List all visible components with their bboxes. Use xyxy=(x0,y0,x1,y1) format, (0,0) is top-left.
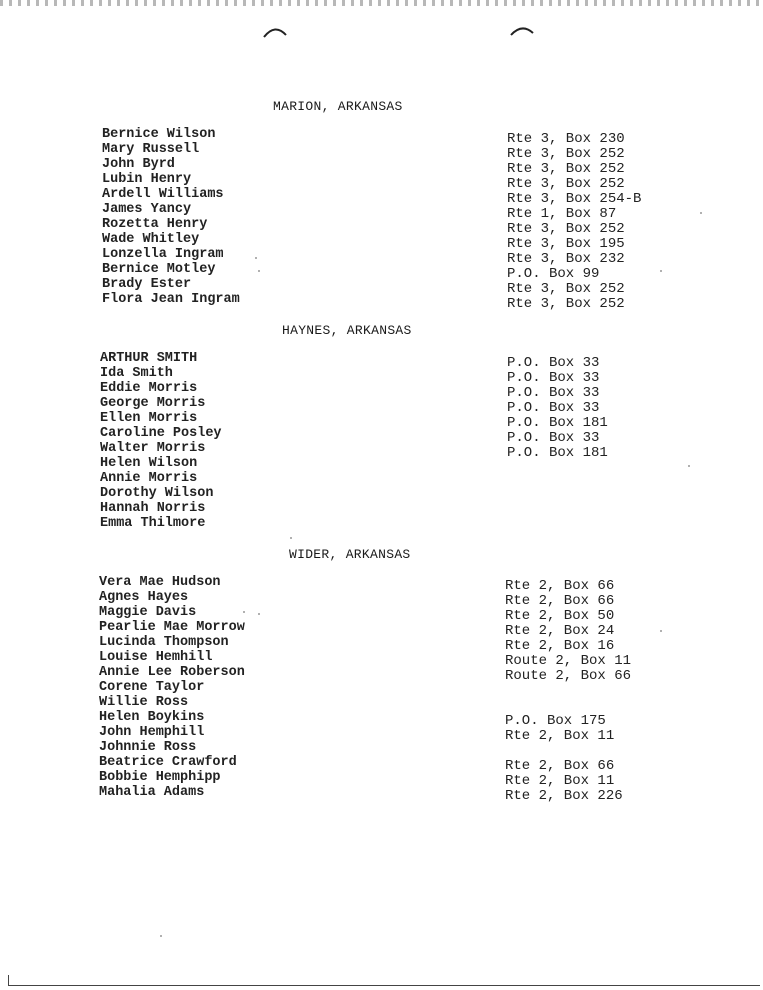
resident-name: Agnes Hayes xyxy=(99,590,189,605)
page-edge-tick xyxy=(8,975,9,985)
resident-address: Rte 3, Box 252 xyxy=(507,176,625,192)
resident-address: Rte 2, Box 66 xyxy=(505,593,615,609)
resident-name: Annie Lee Roberson xyxy=(99,665,245,680)
resident-name: James Yancy xyxy=(102,202,192,217)
resident-name: ARTHUR SMITH xyxy=(100,351,198,366)
staple-mark-right xyxy=(509,25,535,39)
resident-name: Corene Taylor xyxy=(99,680,205,695)
resident-address: Rte 3, Box 252 xyxy=(507,161,625,177)
scan-speck xyxy=(258,613,260,615)
resident-name: Willie Ross xyxy=(99,695,189,710)
name-list-wider xyxy=(99,575,245,800)
resident-name: Flora Jean Ingram xyxy=(102,292,240,307)
resident-address: Rte 3, Box 230 xyxy=(507,131,625,147)
resident-address xyxy=(505,699,631,714)
resident-name: Bernice Wilson xyxy=(102,127,216,142)
resident-address: P.O. Box 33 xyxy=(507,430,600,446)
scan-speck xyxy=(255,257,257,259)
resident-address: Rte 2, Box 66 xyxy=(505,578,615,594)
resident-name: Helen Boykins xyxy=(99,710,205,725)
resident-address: Rte 2, Box 24 xyxy=(505,623,615,639)
scan-speck xyxy=(160,935,162,937)
resident-name: Johnnie Ross xyxy=(99,740,197,755)
scan-speck xyxy=(258,270,260,272)
resident-address xyxy=(505,744,631,759)
resident-name: George Morris xyxy=(100,396,206,411)
resident-name: Lubin Henry xyxy=(102,172,192,187)
resident-name: Helen Wilson xyxy=(100,456,198,471)
resident-address: P.O. Box 99 xyxy=(507,266,600,282)
scan-speck xyxy=(290,537,292,539)
resident-address: Rte 3, Box 252 xyxy=(507,221,625,237)
resident-name: Ida Smith xyxy=(100,366,173,381)
name-list-haynes xyxy=(100,351,222,531)
resident-name: Brady Ester xyxy=(102,277,192,292)
resident-name: Ellen Morris xyxy=(100,411,198,426)
name-list-marion xyxy=(102,127,240,307)
section-heading-haynes: HAYNES, ARKANSAS xyxy=(282,323,412,338)
resident-name: John Hemphill xyxy=(99,725,205,740)
resident-name: Pearlie Mae Morrow xyxy=(99,620,245,635)
scan-speck xyxy=(243,611,245,613)
resident-name: Dorothy Wilson xyxy=(100,486,214,501)
resident-address: Rte 3, Box 252 xyxy=(507,146,625,162)
section-heading-wider: WIDER, ARKANSAS xyxy=(289,547,411,562)
resident-name: Beatrice Crawford xyxy=(99,755,237,770)
resident-address: Rte 2, Box 226 xyxy=(505,788,623,804)
section-heading-marion: MARION, ARKANSAS xyxy=(273,99,403,114)
resident-address: Rte 3, Box 195 xyxy=(507,236,625,252)
scan-speck xyxy=(660,630,662,632)
resident-name: Louise Hemhill xyxy=(99,650,213,665)
resident-name: Caroline Posley xyxy=(100,426,222,441)
address-list-marion xyxy=(507,132,641,312)
resident-name: Lucinda Thompson xyxy=(99,635,229,650)
resident-name: Bernice Motley xyxy=(102,262,216,277)
resident-name: Ardell Williams xyxy=(102,187,224,202)
resident-name: Maggie Davis xyxy=(99,605,197,620)
resident-address: Rte 2, Box 50 xyxy=(505,608,615,624)
resident-name: Vera Mae Hudson xyxy=(99,575,221,590)
resident-address: P.O. Box 33 xyxy=(507,355,600,371)
resident-name: Hannah Norris xyxy=(100,501,206,516)
resident-name: Rozetta Henry xyxy=(102,217,208,232)
resident-name: Wade Whitley xyxy=(102,232,200,247)
resident-address: Rte 3, Box 252 xyxy=(507,296,625,312)
page-bottom-edge xyxy=(8,985,760,986)
staple-mark-left xyxy=(262,25,288,39)
resident-name: Emma Thilmore xyxy=(100,516,206,531)
resident-address: Route 2, Box 11 xyxy=(505,653,632,669)
resident-address: P.O. Box 33 xyxy=(507,370,600,386)
resident-address: Rte 3, Box 254-B xyxy=(507,191,642,207)
scan-speck xyxy=(700,212,702,214)
resident-address: Route 2, Box 66 xyxy=(505,668,632,684)
resident-name: Mary Russell xyxy=(102,142,200,157)
scan-speck xyxy=(688,465,690,467)
scan-speck xyxy=(660,270,662,272)
address-list-wider xyxy=(505,579,631,804)
resident-address: Rte 2, Box 11 xyxy=(505,773,615,789)
resident-address: P.O. Box 181 xyxy=(507,415,608,431)
address-list-haynes xyxy=(507,356,608,461)
resident-address: Rte 3, Box 232 xyxy=(507,251,625,267)
resident-address: P.O. Box 33 xyxy=(507,385,600,401)
perforated-edge xyxy=(0,0,763,6)
resident-name: Mahalia Adams xyxy=(99,785,205,800)
resident-address xyxy=(505,684,631,699)
resident-name: Walter Morris xyxy=(100,441,206,456)
resident-address: P.O. Box 175 xyxy=(505,713,606,729)
resident-name: Annie Morris xyxy=(100,471,198,486)
resident-address: P.O. Box 33 xyxy=(507,400,600,416)
resident-address: Rte 2, Box 66 xyxy=(505,758,615,774)
resident-name: Eddie Morris xyxy=(100,381,198,396)
resident-name: Lonzella Ingram xyxy=(102,247,224,262)
resident-address: Rte 2, Box 11 xyxy=(505,728,615,744)
resident-address: Rte 2, Box 16 xyxy=(505,638,615,654)
resident-address: P.O. Box 181 xyxy=(507,445,608,461)
resident-address: Rte 3, Box 252 xyxy=(507,281,625,297)
resident-name: Bobbie Hemphipp xyxy=(99,770,221,785)
resident-name: John Byrd xyxy=(102,157,175,172)
resident-address: Rte 1, Box 87 xyxy=(507,206,617,222)
